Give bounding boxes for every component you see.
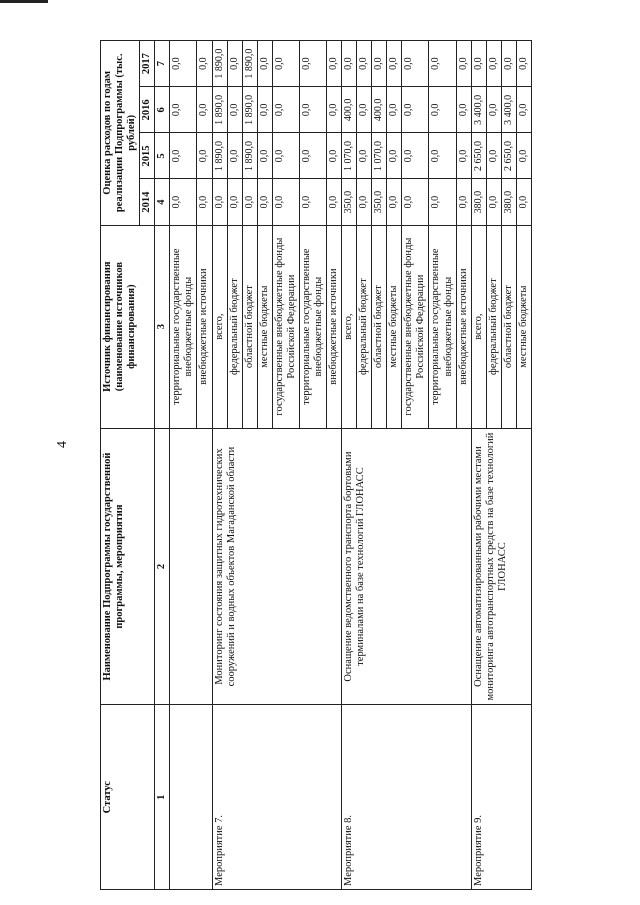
amount-cell: 1 890,0 — [212, 87, 227, 133]
amount-cell: 0,0 — [402, 133, 429, 179]
table-row — [212, 41, 227, 890]
amount-cell: 0,0 — [227, 41, 242, 87]
status-cell — [170, 705, 212, 890]
col-number: 5 — [155, 133, 170, 179]
status-cell: Мероприятие 8. — [342, 705, 472, 890]
amount-cell: 1 070,0 — [372, 133, 387, 179]
amount-cell: 0,0 — [197, 41, 212, 87]
funding-source-cell: местные бюджеты — [516, 225, 531, 428]
amount-cell: 400,0 — [372, 87, 387, 133]
amount-cell: 0,0 — [170, 179, 197, 225]
amount-cell: 0,0 — [197, 87, 212, 133]
table-body — [170, 41, 532, 890]
amount-cell: 0,0 — [456, 87, 471, 133]
amount-cell: 400,0 — [342, 87, 357, 133]
amount-cell: 0,0 — [327, 41, 342, 87]
amount-cell: 0,0 — [516, 87, 531, 133]
amount-cell: 1 890,0 — [242, 133, 257, 179]
amount-cell: 0,0 — [227, 87, 242, 133]
amount-cell: 0,0 — [402, 41, 429, 87]
amount-cell: 0,0 — [197, 179, 212, 225]
amount-cell: 0,0 — [387, 87, 402, 133]
amount-cell: 350,0 — [342, 179, 357, 225]
col-number: 7 — [155, 41, 170, 87]
amount-cell: 0,0 — [327, 133, 342, 179]
measure-name-cell: Оснащение ведомственного транспорта бортовыми терминалами на базе технологий ГЛОНАСС — [342, 428, 472, 705]
amount-cell: 1 890,0 — [212, 133, 227, 179]
amount-cell: 0,0 — [486, 41, 501, 87]
amount-cell: 2 650,0 — [471, 133, 486, 179]
amount-cell: 1 890,0 — [242, 87, 257, 133]
col-number: 6 — [155, 87, 170, 133]
amount-cell: 0,0 — [327, 179, 342, 225]
amount-cell: 1 890,0 — [242, 41, 257, 87]
amount-cell: 350,0 — [372, 179, 387, 225]
col-number: 2 — [155, 428, 170, 705]
amount-cell: 0,0 — [387, 179, 402, 225]
funding-source-cell: федеральный бюджет — [227, 225, 242, 428]
col-number: 1 — [155, 705, 170, 890]
amount-cell: 0,0 — [486, 87, 501, 133]
amount-cell: 0,0 — [387, 41, 402, 87]
amount-cell: 1 070,0 — [342, 133, 357, 179]
funding-source-cell: территориальные государственные внебюджетные фонды — [429, 225, 456, 428]
amount-cell: 0,0 — [272, 87, 299, 133]
amount-cell: 0,0 — [299, 133, 326, 179]
col-number: 3 — [155, 225, 170, 428]
table-row — [342, 41, 357, 890]
amount-cell: 0,0 — [227, 179, 242, 225]
amount-cell: 0,0 — [257, 179, 272, 225]
funding-source-cell: областной бюджет — [242, 225, 257, 428]
amount-cell: 0,0 — [212, 179, 227, 225]
amount-cell: 380,0 — [501, 179, 516, 225]
funding-source-cell: областной бюджет — [501, 225, 516, 428]
amount-cell: 0,0 — [429, 87, 456, 133]
amount-cell: 0,0 — [357, 133, 372, 179]
funding-source-cell: всего, — [342, 225, 357, 428]
amount-cell: 0,0 — [272, 41, 299, 87]
measure-name-cell — [170, 428, 212, 705]
funding-source-cell: местные бюджеты — [257, 225, 272, 428]
header-name: Наименование Подпрограммы государственной программы, мероприятия — [101, 428, 155, 705]
amount-cell: 0,0 — [516, 133, 531, 179]
amount-cell: 0,0 — [357, 41, 372, 87]
amount-cell: 0,0 — [272, 179, 299, 225]
funding-source-cell: внебюджетные источники — [197, 225, 212, 428]
funding-source-cell: федеральный бюджет — [357, 225, 372, 428]
financing-table — [100, 40, 532, 890]
table-row — [170, 41, 197, 890]
funding-source-cell: федеральный бюджет — [486, 225, 501, 428]
amount-cell: 0,0 — [170, 133, 197, 179]
header-estimate: Оценка расходов по годам реализации Подпрограммы (тыс. рублей) — [101, 41, 140, 226]
amount-cell: 0,0 — [501, 41, 516, 87]
col-number: 4 — [155, 179, 170, 225]
amount-cell: 0,0 — [170, 41, 197, 87]
top-rule — [0, 0, 48, 3]
header-source: Источник финансирования (наименование источников финансирования) — [101, 225, 155, 428]
amount-cell: 0,0 — [456, 133, 471, 179]
page-number: 4 — [55, 441, 70, 448]
amount-cell: 0,0 — [486, 179, 501, 225]
amount-cell: 1 890,0 — [212, 41, 227, 87]
measure-name-cell: Оснащение автоматизированными рабочими местами мониторинга автотранспортных средств на базе технологий ГЛОНАСС — [471, 428, 531, 705]
amount-cell: 0,0 — [387, 133, 402, 179]
amount-cell: 0,0 — [429, 133, 456, 179]
amount-cell: 0,0 — [357, 179, 372, 225]
header-year: 2015 — [140, 133, 155, 179]
funding-source-cell: внебюджетные источники — [327, 225, 342, 428]
funding-source-cell: территориальные государственные внебюджетные фонды — [170, 225, 197, 428]
amount-cell: 0,0 — [272, 133, 299, 179]
funding-source-cell: областной бюджет — [372, 225, 387, 428]
funding-source-cell: государственные внебюджетные фонды Российской Федерации — [402, 225, 429, 428]
document-sheet — [100, 40, 620, 890]
amount-cell: 0,0 — [402, 87, 429, 133]
amount-cell: 0,0 — [429, 41, 456, 87]
measure-name-cell: Мониторинг состояния защитных гидротехнических сооружений и водных объектов Магаданской области — [212, 428, 342, 705]
status-cell: Мероприятие 7. — [212, 705, 342, 890]
header-status: Статус — [101, 705, 155, 890]
amount-cell: 0,0 — [197, 133, 212, 179]
funding-source-cell: государственные внебюджетные фонды Российской Федерации — [272, 225, 299, 428]
amount-cell: 0,0 — [486, 133, 501, 179]
amount-cell: 0,0 — [299, 41, 326, 87]
amount-cell: 0,0 — [257, 87, 272, 133]
amount-cell: 0,0 — [170, 87, 197, 133]
amount-cell: 0,0 — [242, 179, 257, 225]
amount-cell: 0,0 — [342, 41, 357, 87]
amount-cell: 0,0 — [299, 179, 326, 225]
amount-cell: 0,0 — [227, 133, 242, 179]
amount-cell: 380,0 — [471, 179, 486, 225]
amount-cell: 0,0 — [516, 179, 531, 225]
amount-cell: 0,0 — [456, 41, 471, 87]
table-row — [471, 41, 486, 890]
amount-cell: 0,0 — [257, 133, 272, 179]
amount-cell: 2 650,0 — [501, 133, 516, 179]
header-year: 2017 — [140, 41, 155, 87]
funding-source-cell: территориальные государственные внебюджетные фонды — [299, 225, 326, 428]
header-year: 2014 — [140, 179, 155, 225]
amount-cell: 0,0 — [402, 179, 429, 225]
funding-source-cell: внебюджетные источники — [456, 225, 471, 428]
amount-cell: 3 400,0 — [501, 87, 516, 133]
amount-cell: 0,0 — [456, 179, 471, 225]
amount-cell: 0,0 — [372, 41, 387, 87]
funding-source-cell: всего, — [471, 225, 486, 428]
amount-cell: 0,0 — [357, 87, 372, 133]
amount-cell: 0,0 — [299, 87, 326, 133]
amount-cell: 3 400,0 — [471, 87, 486, 133]
amount-cell: 0,0 — [257, 41, 272, 87]
header-year: 2016 — [140, 87, 155, 133]
amount-cell: 0,0 — [327, 87, 342, 133]
funding-source-cell: всего, — [212, 225, 227, 428]
amount-cell: 0,0 — [516, 41, 531, 87]
amount-cell: 0,0 — [471, 41, 486, 87]
status-cell: Мероприятие 9. — [471, 705, 531, 890]
funding-source-cell: местные бюджеты — [387, 225, 402, 428]
amount-cell: 0,0 — [429, 179, 456, 225]
